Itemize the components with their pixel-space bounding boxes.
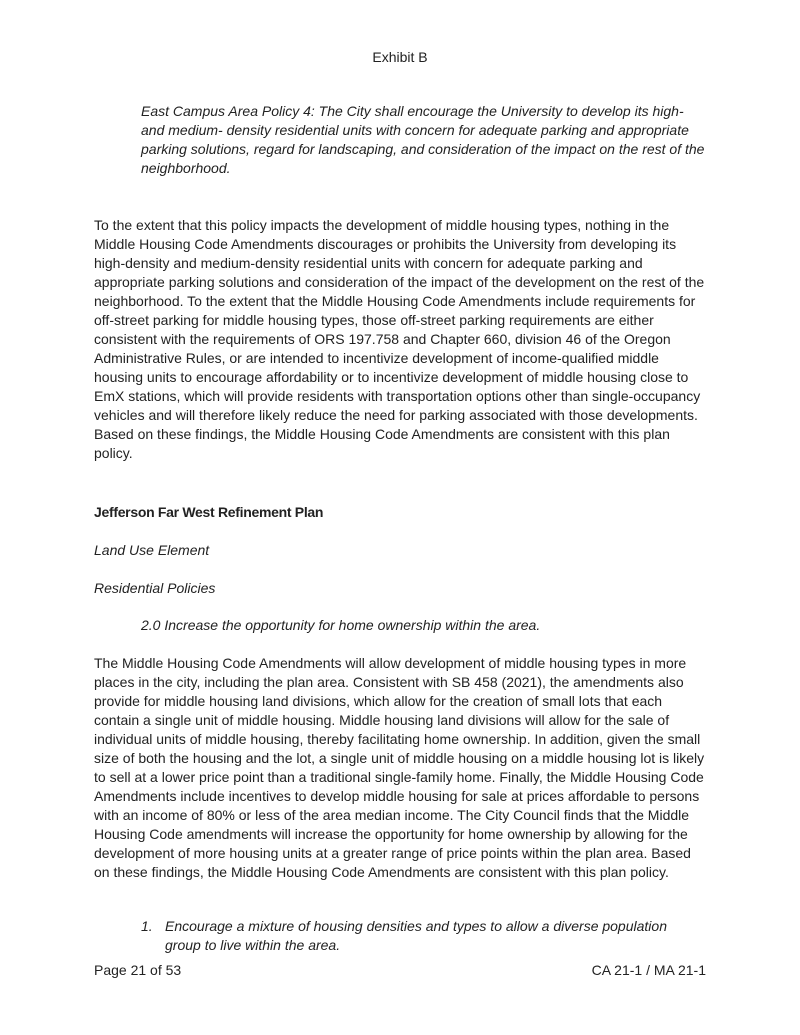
subheading-land-use: Land Use Element bbox=[94, 542, 210, 558]
page-number: Page 21 of 53 bbox=[94, 962, 182, 978]
section-heading: Jefferson Far West Refinement Plan bbox=[94, 504, 324, 520]
list-item bbox=[141, 917, 706, 955]
subheading-residential-policies: Residential Policies bbox=[94, 580, 216, 596]
exhibit-title: Exhibit B bbox=[372, 49, 428, 65]
paragraph-home-ownership-findings: The Middle Housing Code Amendments will allow development of middle housing types in more places in the city, including the plan area. Consistent with SB 458 (2021), the amendments also provide for middle housing land divisions, which allow for the creation of small lots that each contain a single unit of middle housing. Middle housing land divisions will allow for the sale of individual units of middle housing, thereby facilitating home ownership. In addition, given the small size of both the housing and the lot, a single unit of middle housing on a middle housing lot is likely to sell at a lower price point than a traditional single-family home. Finally, the Middle Housing Code Amendments include incentives to develop middle housing for sale at prices affordable to persons with an income of 80% or less of the area median income. The City Council finds that the Middle Housing Code amendments will increase the opportunity for home ownership by allowing for the development of more housing units at a greater range of price points within the plan area. Based on these findings, the Middle Housing Code Amendments are consistent with this plan policy. bbox=[94, 655, 705, 880]
list-item-text: Encourage a mixture of housing densities and types to allow a diverse population group to live within the area. bbox=[165, 918, 667, 953]
paragraph-east-campus-findings: To the extent that this policy impacts the development of middle housing types, nothing in the Middle Housing Code Amendments discourages or prohibits the University from developing its high-density and medium-density residential units with concern for adequate parking and appropriate parking solutions and consideration of the impact of the development on the rest of the neighborhood. To the extent that the Middle Housing Code Amendments include requirements for off-street parking for middle housing types, those off-street parking requirements are either consistent with the requirements of ORS 197.758 and Chapter 660, division 46 of the Oregon Administrative Rules, or are intended to incentivize development of income-qualified middle housing units to encourage affordability or to incentivize development of middle housing close to EmX stations, which will provide residents with transportation options other than single-occupancy vehicles and will therefore likely reduce the need for parking associated with those developments. Based on these findings, the Middle Housing Code Amendments are consistent with this plan policy. bbox=[94, 217, 705, 461]
list-item-number: 1. bbox=[141, 918, 153, 934]
document-id: CA 21-1 / MA 21-1 bbox=[591, 962, 706, 978]
policy-2-0: 2.0 Increase the opportunity for home ownership within the area. bbox=[141, 617, 541, 633]
east-campus-policy-quote: East Campus Area Policy 4: The City shall encourage the University to develop its high- and medium- density residential units with concern for adequate parking and appropriate parking solutions, regard for landscaping, and consideration of the impact on the rest of the neighborhood. bbox=[141, 103, 705, 176]
